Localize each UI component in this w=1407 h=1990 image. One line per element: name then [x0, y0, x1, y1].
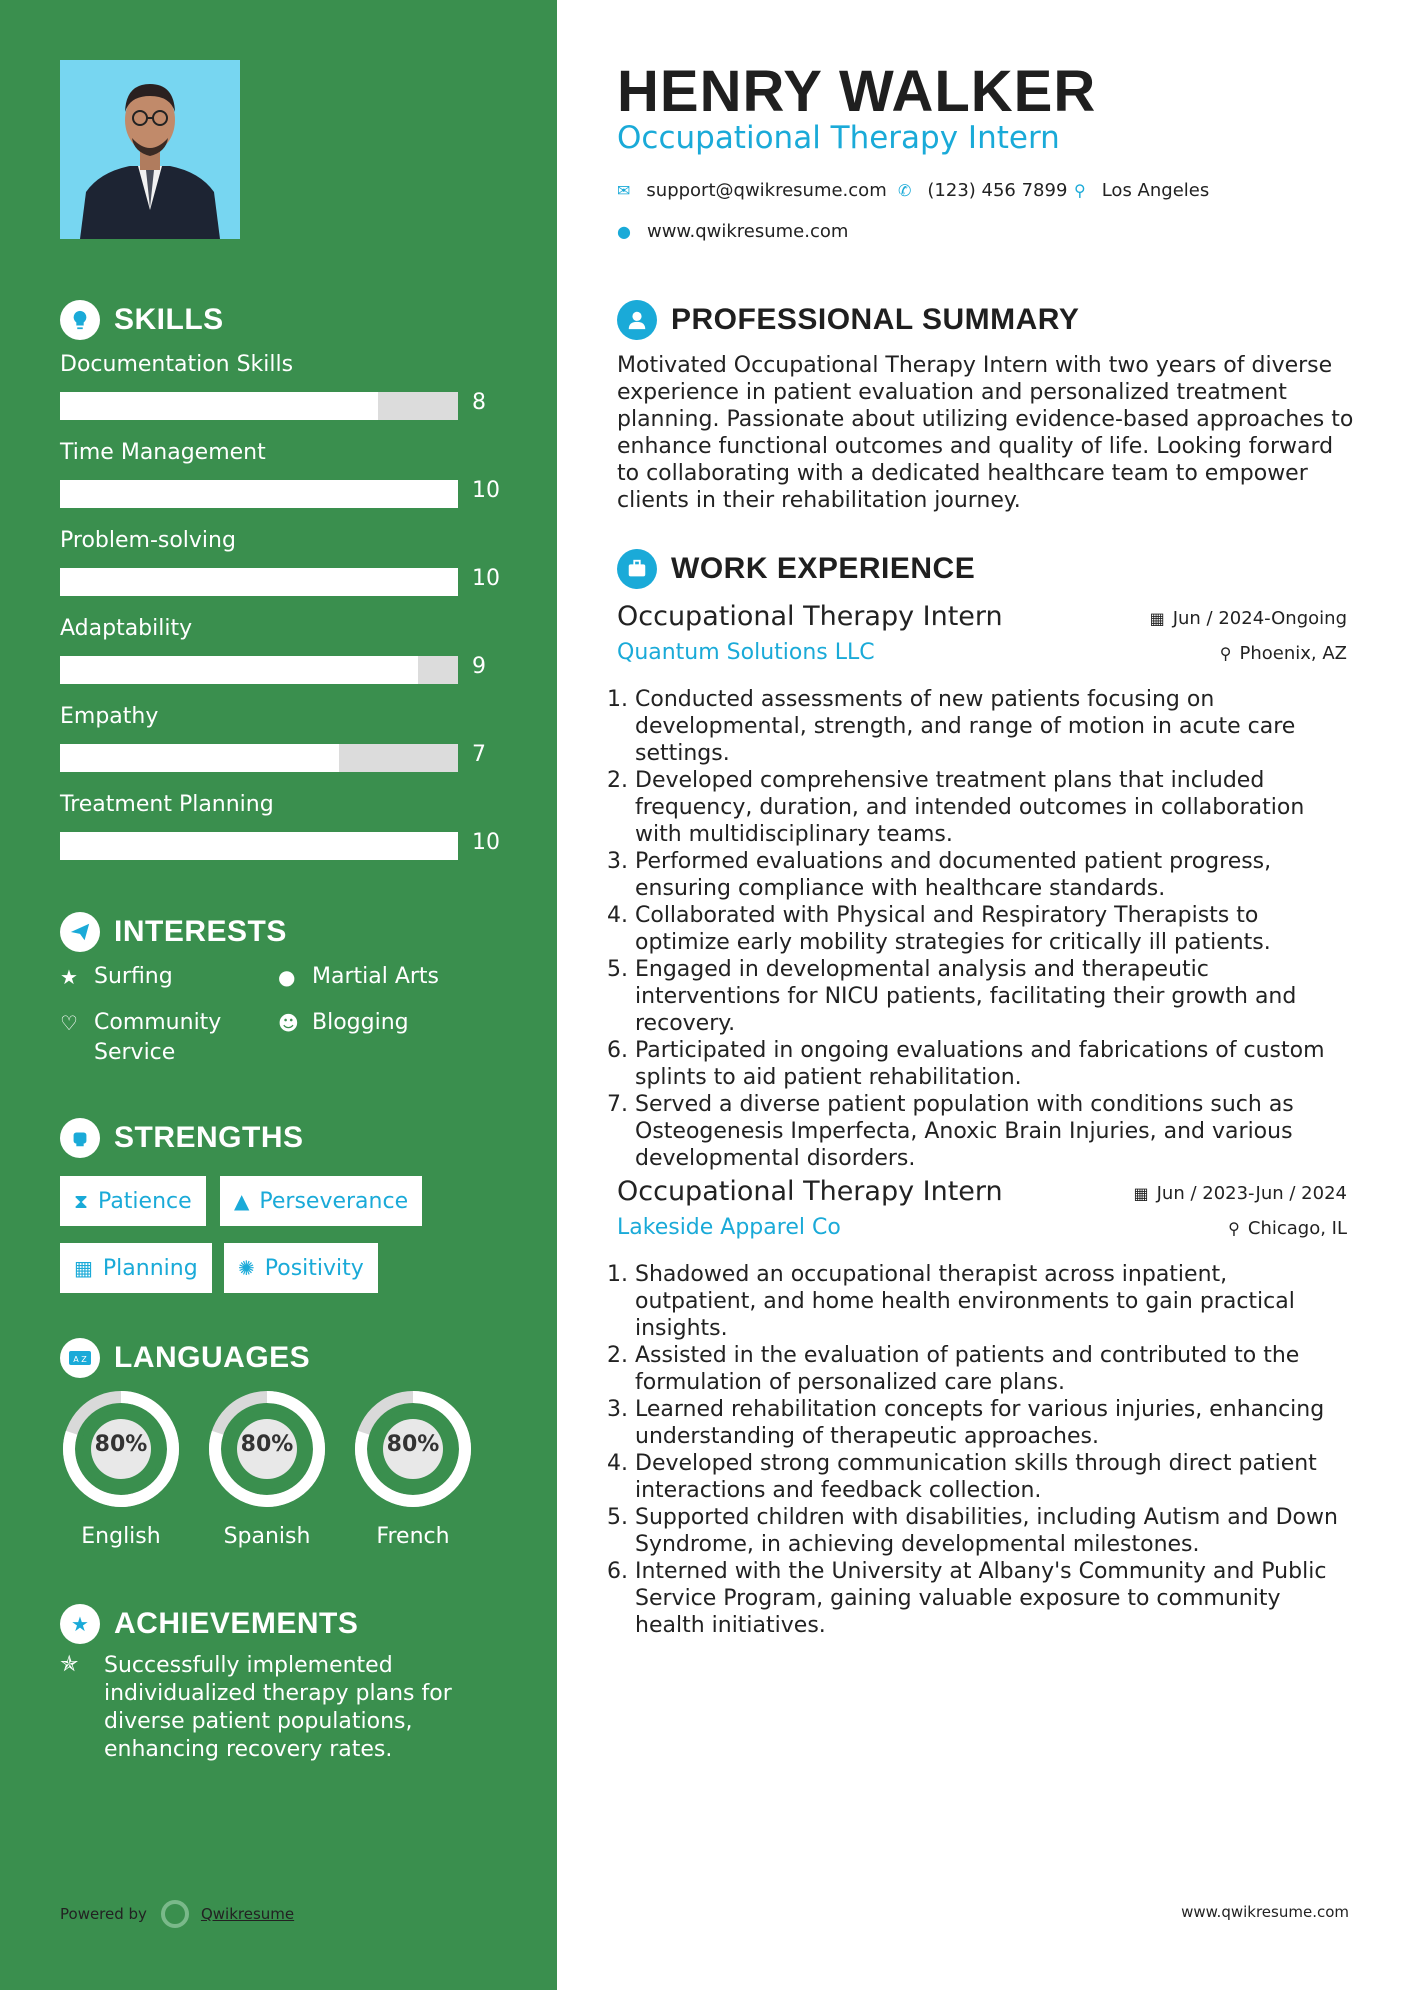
skill-name: Empathy	[60, 704, 159, 729]
contact-phone[interactable]: ✆ (123) 456 7899	[898, 180, 1068, 201]
skill-value: 7	[472, 742, 486, 767]
summary-header	[617, 300, 1079, 340]
skill-bar	[60, 744, 458, 772]
job-duty: 1. Shadowed an occupational therapist across inpatient, outpatient, and home health environments to gain practical insights.	[635, 1261, 1347, 1342]
skill-item	[60, 350, 520, 438]
footer-website[interactable]: www.qwikresume.com	[1181, 1903, 1349, 1921]
job-duty: 6. Participated in ongoing evaluations and fabrications of custom splints to aid patient rehabilitation.	[635, 1037, 1347, 1091]
language-item	[60, 1388, 182, 1549]
profile-photo	[60, 60, 240, 239]
qwikresume-logo-icon	[161, 1900, 189, 1928]
languages-header	[60, 1338, 310, 1378]
skill-item	[60, 790, 520, 878]
skill-value: 9	[472, 654, 486, 679]
envelope-icon: ✉	[617, 181, 631, 200]
strength-chip: ⧗ Patience	[60, 1176, 206, 1226]
experience-header	[617, 549, 975, 589]
phone-icon: ✆	[898, 181, 912, 200]
language-percent: 80%	[386, 1432, 440, 1457]
skill-bar-fill	[60, 480, 458, 508]
job-company: Lakeside Apparel Co	[617, 1215, 841, 1240]
interest-item: ★ Surfing	[60, 962, 234, 992]
job-duty: 3. Performed evaluations and documented patient progress, ensuring compliance with healthcare standards.	[635, 848, 1347, 902]
job-duty: 2. Assisted in the evaluation of patients and contributed to the formulation of personalized care plans.	[635, 1342, 1347, 1396]
job-dates: ▦ Jun / 2024-Ongoing	[1149, 608, 1347, 629]
skill-bar-fill	[60, 832, 458, 860]
powered-by: Powered by Qwikresume	[60, 1900, 294, 1928]
contact-location: ⚲ Los Angeles	[1074, 180, 1210, 201]
job-dates: ▦ Jun / 2023-Jun / 2024	[1133, 1183, 1347, 1204]
award-star-icon: ★	[60, 1604, 100, 1644]
job-title: Occupational Therapy Intern	[617, 601, 1003, 632]
job-duties	[617, 686, 1347, 1172]
language-percent: 80%	[240, 1432, 294, 1457]
pushpin-icon: ⚲	[1219, 644, 1232, 663]
skill-value: 10	[472, 830, 500, 855]
skill-bar	[60, 480, 458, 508]
job-company: Quantum Solutions LLC	[617, 640, 875, 665]
skill-bar-fill	[60, 392, 378, 420]
job-location: ⚲ Phoenix, AZ	[1219, 643, 1347, 664]
strength-chip: ▦ Planning	[60, 1243, 212, 1293]
skill-bar-fill	[60, 656, 418, 684]
interest-item: ● Martial Arts	[278, 962, 452, 992]
paper-plane-icon	[60, 912, 100, 952]
strength-chip: ✺ Positivity	[224, 1243, 378, 1293]
brand-link[interactable]: Qwikresume	[200, 1905, 295, 1923]
achievements-header	[60, 1604, 358, 1644]
pushpin-icon: ⚲	[1228, 1219, 1240, 1238]
skill-value: 8	[472, 390, 486, 415]
job-duties	[617, 1261, 1347, 1639]
skill-name: Documentation Skills	[60, 352, 294, 377]
skill-value: 10	[472, 566, 500, 591]
job-duty: 1. Conducted assessments of new patients focusing on developmental, strength, and range of motion in acute care settings.	[635, 686, 1347, 767]
job-duty: 7. Served a diverse patient population with conditions such as Osteogenesis Imperfecta, Anoxic Brain Injuries, and various developmental disorders.	[635, 1091, 1347, 1172]
calendar-icon: ▦	[74, 1256, 93, 1280]
sidebar	[0, 0, 557, 1990]
road-icon: ▲	[234, 1189, 250, 1213]
language-item	[206, 1388, 328, 1549]
job-location: ⚲ Chicago, IL	[1228, 1218, 1347, 1239]
globe-icon: ●	[278, 965, 296, 989]
language-name: Spanish	[223, 1524, 311, 1549]
skills-header	[60, 300, 224, 340]
interests-header	[60, 912, 287, 952]
handshake-icon: ♡	[60, 1011, 78, 1035]
star-shooting-icon: ✯	[60, 1652, 79, 1677]
language-icon	[60, 1338, 100, 1378]
interest-item: ☻ Blogging	[278, 1008, 452, 1038]
job-title: Occupational Therapy Intern	[617, 1176, 1003, 1207]
job-entry	[617, 1175, 1347, 1639]
job-duty: 4. Collaborated with Physical and Respiratory Therapists to optimize early mobility strategies for critically ill patients.	[635, 902, 1347, 956]
candidate-name: HENRY WALKER	[617, 59, 1097, 124]
map-marker-icon: ⚲	[1074, 181, 1086, 200]
globe-icon: ●	[617, 222, 631, 241]
languages-title: LANGUAGES	[114, 1341, 311, 1374]
language-name: French	[376, 1524, 450, 1549]
skills-list	[60, 350, 520, 878]
hourglass-icon: ⧗	[74, 1189, 89, 1213]
job-duty: 4. Developed strong communication skills through direct patient interactions and feedback collection.	[635, 1450, 1347, 1504]
strengths-header	[60, 1118, 304, 1158]
experience-title: WORK EXPERIENCE	[671, 552, 976, 585]
skill-item	[60, 438, 520, 526]
achievements-title: ACHIEVEMENTS	[114, 1607, 359, 1640]
language-name: English	[81, 1524, 161, 1549]
skill-bar	[60, 832, 458, 860]
users-icon: ☻	[278, 1011, 299, 1035]
calendar-icon: ▦	[1149, 609, 1165, 628]
fist-icon	[60, 1118, 100, 1158]
star-icon: ★	[60, 965, 78, 989]
skill-name: Problem-solving	[60, 528, 236, 553]
language-percent: 80%	[94, 1432, 148, 1457]
skill-bar	[60, 568, 458, 596]
skill-name: Adaptability	[60, 616, 193, 641]
skill-name: Time Management	[60, 440, 266, 465]
skill-bar	[60, 392, 458, 420]
summary-text: Motivated Occupational Therapy Intern with two years of diverse experience in patient evaluation and personalized treatment planning. Passionate about utilizing evidence-based approaches to enhance functional outcomes and quality of life. Looking forward to collaborating with a dedicated healthcare team to empower clients in their rehabilitation journey.	[617, 353, 1354, 513]
contact-website[interactable]: ● www.qwikresume.com	[617, 221, 849, 242]
skill-item	[60, 614, 520, 702]
skill-item	[60, 702, 520, 790]
achievement-item: ✯ Successfully implemented individualized therapy plans for diverse patient populations, enhancing recovery rates.	[60, 1652, 452, 1762]
skills-title: SKILLS	[114, 303, 224, 336]
contact-email[interactable]: ✉ support@qwikresume.com	[617, 180, 887, 201]
job-entry	[617, 600, 1347, 1172]
skill-item	[60, 526, 520, 614]
interest-item: ♡ Community Service	[60, 1008, 234, 1068]
job-duty: 5. Supported children with disabilities, including Autism and Down Syndrome, in achieving developmental milestones.	[635, 1504, 1347, 1558]
candidate-title: Occupational Therapy Intern	[617, 120, 1060, 156]
lightbulb-icon	[60, 300, 100, 340]
job-duty: 2. Developed comprehensive treatment plans that included frequency, duration, and intended outcomes in collaboration with multidisciplinary teams.	[635, 767, 1347, 848]
svg-text:A Z: A Z	[73, 1355, 87, 1364]
strength-chip: ▲ Perseverance	[220, 1176, 422, 1226]
briefcase-icon	[617, 549, 657, 589]
job-duty: 5. Engaged in developmental analysis and therapeutic interventions for NICU patients, facilitating their growth and recovery.	[635, 956, 1347, 1037]
skill-name: Treatment Planning	[60, 792, 274, 817]
summary-title: PROFESSIONAL SUMMARY	[671, 303, 1080, 336]
user-icon	[617, 300, 657, 340]
skill-bar-fill	[60, 744, 339, 772]
skill-value: 10	[472, 478, 500, 503]
sun-icon: ✺	[238, 1256, 255, 1280]
language-item	[352, 1388, 474, 1549]
skill-bar-fill	[60, 568, 458, 596]
skill-bar	[60, 656, 458, 684]
job-duty: 3. Learned rehabilitation concepts for various injuries, enhancing understanding of therapeutic approaches.	[635, 1396, 1347, 1450]
job-duty: 6. Interned with the University at Albany's Community and Public Service Program, gaining valuable exposure to community health initiatives.	[635, 1558, 1347, 1639]
strengths-title: STRENGTHS	[114, 1121, 304, 1154]
interests-title: INTERESTS	[114, 915, 287, 948]
calendar-icon: ▦	[1133, 1184, 1149, 1203]
